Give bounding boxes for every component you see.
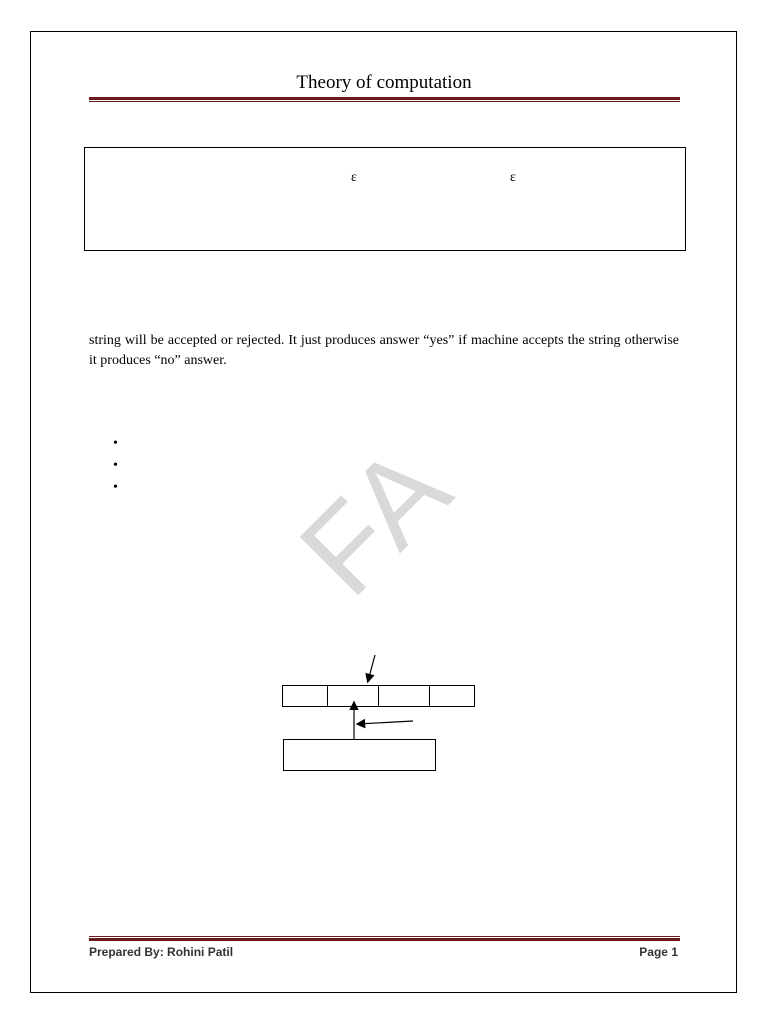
watermark: FA [274,419,477,621]
page-header-title: Theory of computation [296,72,472,93]
epsilon-symbol-2: ε [510,170,516,185]
head-direction-arrow [358,721,413,724]
bullet-2: • [113,458,118,473]
body-paragraph: string will be accepted or rejected. It just produces answer “yes” if machine accepts the string otherwise it produces “no” answer. [89,333,679,368]
footer-rule [89,936,680,941]
epsilon-symbol-1: ε [351,170,357,185]
footer-page-number: Page 1 [639,945,678,959]
bullet-1: • [113,436,118,451]
footer-author: Prepared By: Rohini Patil [89,945,234,959]
bullet-3: • [113,480,118,495]
input-pointer-arrow [368,655,375,681]
